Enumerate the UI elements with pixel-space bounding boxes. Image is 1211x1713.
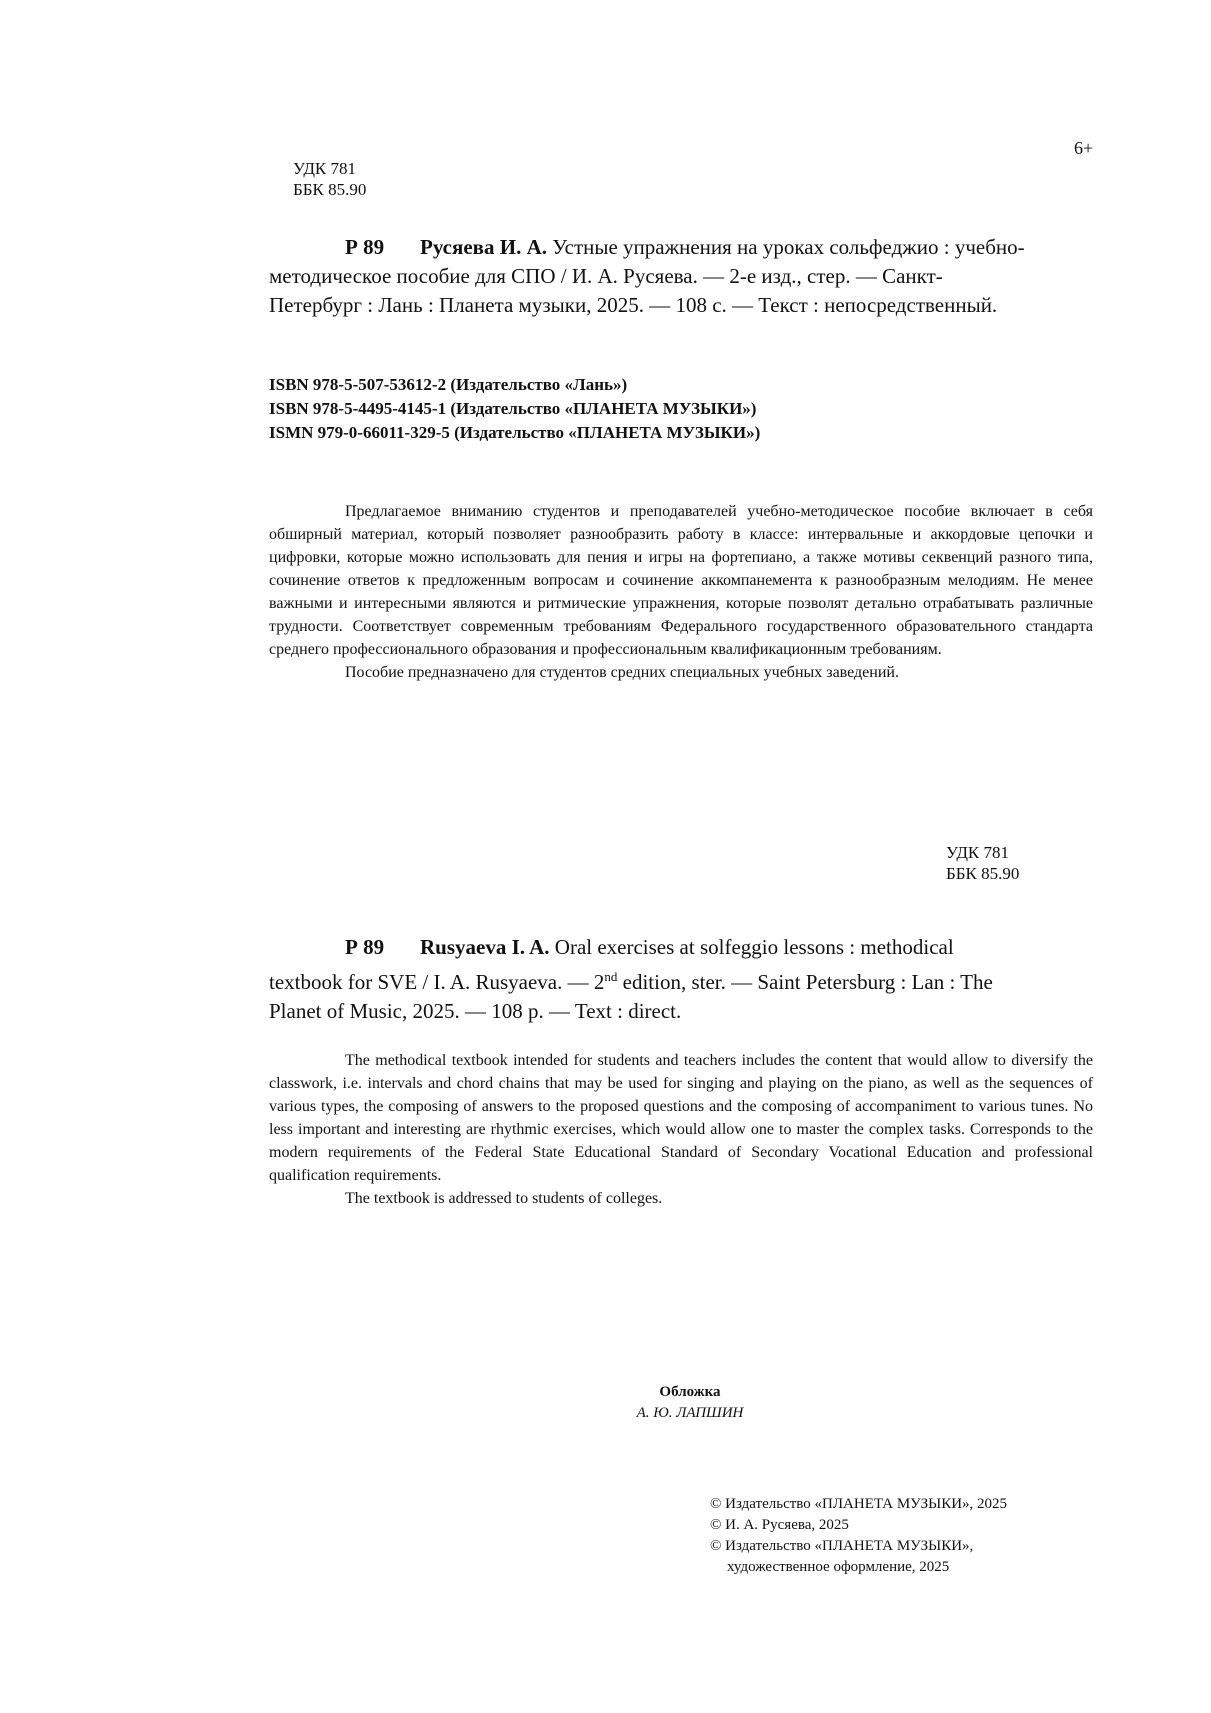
copyright-publisher: © Издательство «ПЛАНЕТА МУЗЫКИ», 2025 bbox=[710, 1496, 1008, 1512]
isbn-lan: ISBN 978-5-507-53612-2 (Издательство «Лань») bbox=[269, 375, 628, 394]
ru-entry-code: Р 89 bbox=[345, 235, 385, 259]
en-annotation bbox=[269, 1049, 1093, 1210]
cover-label: Обложка bbox=[659, 1384, 721, 1400]
en-entry-edition-sup: nd bbox=[604, 969, 618, 984]
isbn-block bbox=[269, 373, 760, 445]
en-entry-line-3: Planet of Music, 2025. — 108 p. — Text : direct. bbox=[269, 999, 682, 1023]
en-entry-author: Rusyaeva I. A. bbox=[420, 935, 550, 959]
age-rating: 6+ bbox=[1074, 138, 1094, 158]
cover-designer: А. Ю. ЛАПШИН bbox=[636, 1405, 744, 1421]
en-bibliographic-entry bbox=[269, 933, 1093, 1026]
ru-bibliographic-entry bbox=[269, 233, 1093, 320]
en-entry-code: Р 89 bbox=[345, 935, 385, 959]
en-entry-title: Oral exercises at solfeggio lessons : methodical bbox=[554, 935, 954, 959]
ru-entry-author: Русяева И. А. bbox=[420, 235, 548, 259]
copyright-block bbox=[710, 1494, 1007, 1578]
udk-code-en: УДК 781 bbox=[946, 843, 1010, 862]
en-entry-publisher: edition, ster. — Saint Petersburg : Lan : The bbox=[617, 970, 993, 994]
ru-entry-title: Устные упражнения на уроках сольфеджио : учебно- bbox=[552, 235, 1025, 259]
en-annotation-paragraph: The methodical textbook intended for students and teachers includes the content that would allow to diversify the classwork, i.e. intervals and chord chains that may be used for singing and playing on the piano, as well as the sequences of various types, the composing of answers to the proposed questions and the composing of accompaniment to various tunes. No less important and interesting are rhythmic exercises, which would allow one to master the complex tasks. Corresponds to the modern requirements of the Federal State Educational Standard of Secondary Vocational Education and professional qualification requirements. bbox=[269, 1052, 1093, 1184]
ru-entry-line-2: методическое пособие для СПО / И. А. Русяева. — 2-е изд., стер. — Санкт- bbox=[269, 264, 943, 288]
mid-classification-codes bbox=[946, 842, 1019, 884]
ru-entry-line-3: Петербург : Лань : Планета музыки, 2025. — 108 с. — Текст : непосредственный. bbox=[269, 293, 998, 317]
ru-annotation bbox=[269, 500, 1093, 684]
copyright-author: © И. А. Русяева, 2025 bbox=[710, 1517, 849, 1533]
en-entry-line-1 bbox=[269, 933, 1093, 962]
ru-annotation-audience: Пособие предназначено для студентов средних специальных учебных заведений. bbox=[345, 664, 899, 681]
en-entry-line-2 bbox=[269, 962, 1093, 997]
top-classification-codes bbox=[293, 158, 366, 200]
copyright-design-note: художественное оформление, 2025 bbox=[727, 1559, 950, 1575]
cover-credit bbox=[560, 1382, 820, 1424]
bbk-code-en: ББК 85.90 bbox=[946, 864, 1020, 883]
ru-annotation-paragraph: Предлагаемое вниманию студентов и преподавателей учебно-методическое пособие включает в себя обширный материал, который позволяет разнообразить работу в классе: интервальные и аккордовые цепочки и цифровки, которые можно использовать для пения и игры на фортепиано, а также мотивы секвенций разного типа, сочинение ответов к предложенным вопросам и сочинение аккомпанемента к разнообразным мелодиям. Не менее важными и интересными являются и ритмические упражнения, которые позволят детально отрабатывать различные трудности. Соответствует современным требованиям Федерального государственного образовательного стандарта среднего профессионального образования и профессиональным квалификационным требованиям. bbox=[269, 503, 1093, 658]
ismn-planeta: ISMN 979-0-66011-329-5 (Издательство «ПЛАНЕТА МУЗЫКИ») bbox=[269, 423, 761, 442]
isbn-planeta: ISBN 978-5-4495-4145-1 (Издательство «ПЛАНЕТА МУЗЫКИ») bbox=[269, 399, 757, 418]
en-annotation-audience: The textbook is addressed to students of colleges. bbox=[345, 1190, 663, 1207]
udk-code: УДК 781 bbox=[293, 159, 357, 178]
en-entry-edition: textbook for SVE / I. A. Rusyaeva. — 2 bbox=[269, 970, 605, 994]
copyright-design: © Издательство «ПЛАНЕТА МУЗЫКИ», bbox=[710, 1538, 974, 1554]
ru-entry-line-1 bbox=[269, 233, 1093, 262]
bbk-code: ББК 85.90 bbox=[293, 180, 367, 199]
